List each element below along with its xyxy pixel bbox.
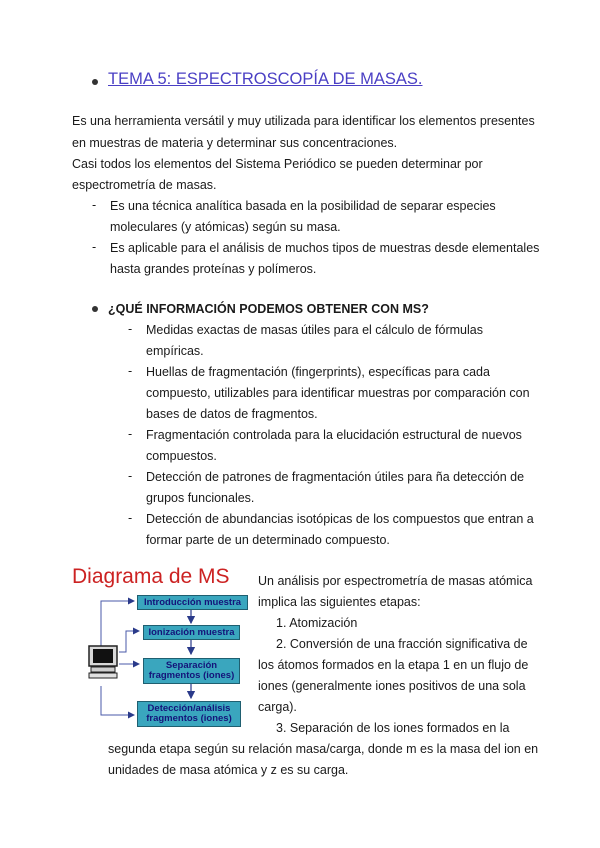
intro-dash-2-line-2: hasta grandes proteínas y polímeros. <box>110 262 317 276</box>
info-item-2-line-1: Huellas de fragmentación (fingerprints), específicas para cada <box>146 365 490 379</box>
info-item-4-line-2: grupos funcionales. <box>146 491 255 505</box>
info-item-5-line-2: formar parte de un determinado compuesto. <box>146 533 390 547</box>
dash-marker: - <box>92 240 97 254</box>
intro-dash-1-line-1: Es una técnica analítica basada en la posibilidad de separar especies <box>110 199 496 213</box>
info-item-2-line-3: bases de datos de fragmentos. <box>146 407 318 421</box>
intro-line-1: Es una herramienta versátil y muy utilizada para identificar los elementos presentes <box>72 114 535 128</box>
diagram-box-label: Introducción muestra <box>143 597 242 608</box>
page-title: TEMA 5: ESPECTROSCOPÍA DE MASAS. <box>108 70 423 88</box>
info-item-1-line-2: empíricas. <box>146 344 204 358</box>
process-step-2-line-4: carga). <box>258 700 297 714</box>
process-step-3-line-3: unidades de masa atómica y z es su carga. <box>108 763 349 777</box>
process-step-2-line-2: los átomos formados en la etapa 1 en un flujo de <box>258 658 529 672</box>
dash-marker: - <box>92 198 97 212</box>
intro-line-3: Casi todos los elementos del Sistema Periódico se pueden determinar por <box>72 157 483 171</box>
diagram-box-separacion <box>143 658 240 684</box>
info-item-4-line-1: Detección de patrones de fragmentación útiles para ña detección de <box>146 470 525 484</box>
diagram-box-label: Ionización muestra <box>148 627 235 638</box>
process-step-2-line-3: iones (generalmente iones positivos de una sola <box>258 679 526 693</box>
diagram-box-deteccion <box>137 701 241 727</box>
dash-marker: - <box>128 427 133 441</box>
dash-marker: - <box>128 322 133 336</box>
computer-icon <box>88 645 118 679</box>
info-item-3-line-1: Fragmentación controlada para la elucidación estructural de nuevos <box>146 428 522 442</box>
dash-marker: - <box>128 469 133 483</box>
diagram-box-label: fragmentos (iones) <box>148 670 235 681</box>
diagram-box-ionizacion <box>143 625 240 640</box>
process-intro-line-1: Un análisis por espectrometría de masas atómica <box>258 574 533 588</box>
section-heading: ¿QUÉ INFORMACIÓN PODEMOS OBTENER CON MS? <box>108 302 429 316</box>
info-item-3-line-2: compuestos. <box>146 449 217 463</box>
dash-marker: - <box>128 364 133 378</box>
intro-dash-2-line-1: Es aplicable para el análisis de muchos tipos de muestras desde elementales <box>110 241 540 255</box>
diagram-box-label: Detección/análisis <box>147 703 231 714</box>
info-item-2-line-2: compuesto, utilizables para identificar muestras por comparación con <box>146 386 530 400</box>
diagram-box-label: fragmentos (iones) <box>146 713 232 724</box>
process-step-3-line-1: 3. Separación de los iones formados en la <box>276 721 510 735</box>
process-step-2-line-1: 2. Conversión de una fracción significativa de <box>276 637 528 651</box>
diagram-box-introduccion <box>137 595 248 610</box>
process-step-3-line-2: segunda etapa según su relación masa/carga, donde m es la masa del ion en <box>108 742 539 756</box>
dash-marker: - <box>128 511 133 525</box>
info-item-5-line-1: Detección de abundancias isotópicas de los compuestos que entran a <box>146 512 534 526</box>
diagram-title: Diagrama de MS <box>72 565 230 588</box>
intro-dash-1-line-2: moleculares (y atómicas) según su masa. <box>110 220 341 234</box>
process-step-1: 1. Atomización <box>276 616 358 630</box>
process-intro-line-2: implica las siguientes etapas: <box>258 595 421 609</box>
info-item-1-line-1: Medidas exactas de masas útiles para el cálculo de fórmulas <box>146 323 483 337</box>
intro-line-2: en muestras de materia y determinar sus concentraciones. <box>72 136 398 150</box>
diagram-box-label: Separación <box>165 660 218 671</box>
intro-line-4: espectrometría de masas. <box>72 178 217 192</box>
